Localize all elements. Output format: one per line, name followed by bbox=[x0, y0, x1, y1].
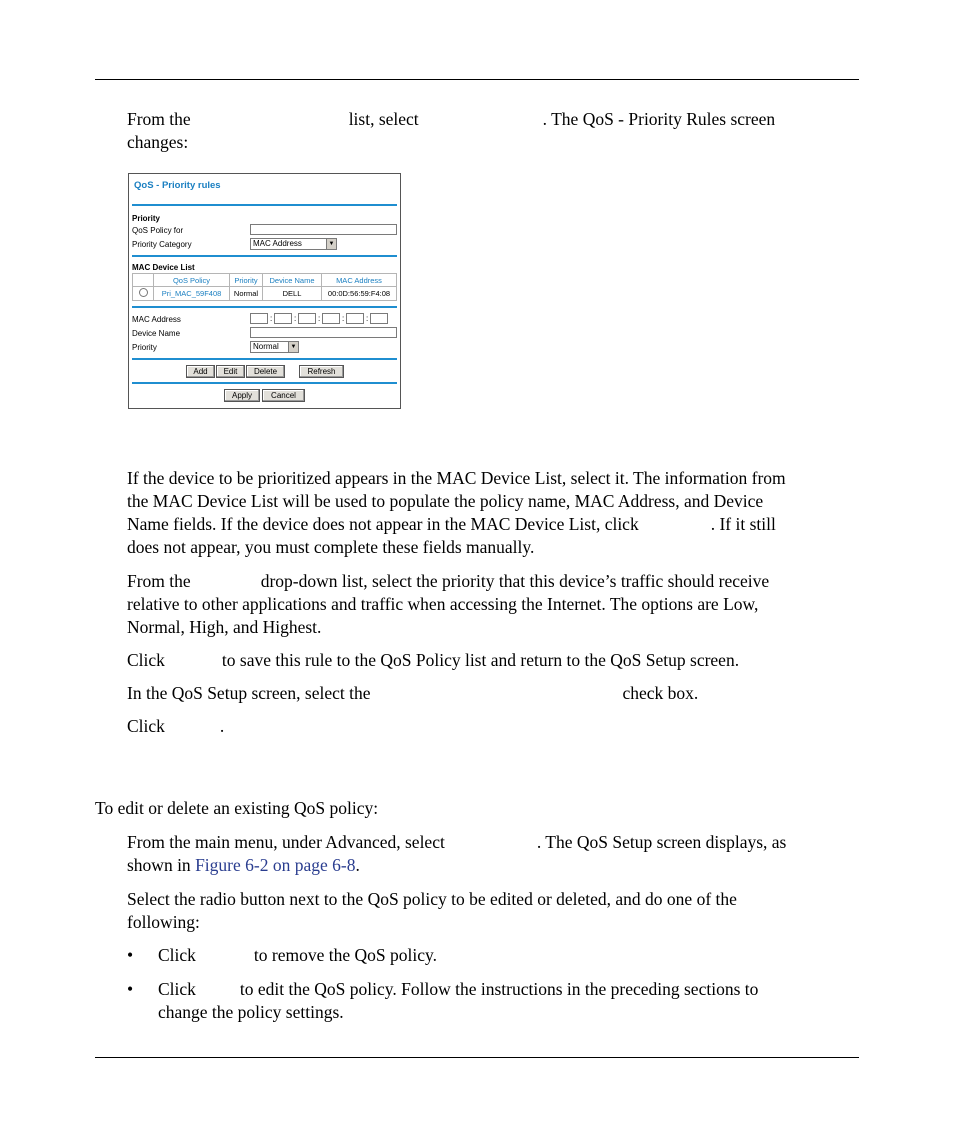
table-header-priority: Priority bbox=[230, 274, 263, 287]
table-header-mac-address: MAC Address bbox=[322, 274, 397, 287]
mac-colon: : bbox=[294, 314, 297, 323]
chevron-down-icon: ▼ bbox=[326, 239, 336, 249]
step-select-list: From the list, select . The QoS - Priority Rules screen bbox=[127, 109, 776, 129]
row-priority: Normal bbox=[230, 287, 263, 301]
device-para-line3: Name fields. If the device does not appear in the MAC Device List, click . If it still bbox=[127, 514, 776, 534]
table-row[interactable] bbox=[133, 287, 397, 301]
row-qos-policy: Pri_MAC_59F408 bbox=[154, 287, 230, 301]
qos-policy-for-label: QoS Policy for bbox=[132, 226, 184, 235]
priority-select[interactable] bbox=[250, 341, 299, 353]
device-para-line2: the MAC Device List will be used to populate the policy name, MAC Address, and Device bbox=[127, 491, 764, 511]
refresh-button[interactable]: Refresh bbox=[299, 365, 344, 378]
mac-octet-1[interactable] bbox=[250, 313, 268, 324]
qos-policy-for-input[interactable] bbox=[250, 224, 397, 235]
add-button[interactable]: Add bbox=[186, 365, 215, 378]
divider bbox=[132, 358, 397, 360]
priority-para-line1: From the drop-down list, select the priority that this device’s traffic should receive bbox=[127, 571, 770, 591]
mac-colon: : bbox=[270, 314, 273, 323]
row-radio-cell[interactable] bbox=[133, 287, 154, 301]
device-name-label: Device Name bbox=[132, 329, 181, 338]
menu-para-line1: From the main menu, under Advanced, select . The QoS Setup screen displays, as bbox=[127, 832, 787, 852]
divider bbox=[132, 255, 397, 257]
edit-button[interactable]: Edit bbox=[216, 365, 245, 378]
priority-section-label: Priority bbox=[132, 214, 161, 223]
figure-link[interactable]: Figure 6-2 on page 6-8 bbox=[195, 855, 356, 875]
row-device-name: DELL bbox=[263, 287, 322, 301]
menu-para-line2: shown in Figure 6-2 on page 6-8. bbox=[127, 855, 360, 875]
mac-octet-2[interactable] bbox=[274, 313, 292, 324]
priority-para-line2: relative to other applications and traffic when accessing the Internet. The options are Low, bbox=[127, 594, 759, 614]
priority-category-label: Priority Category bbox=[132, 240, 192, 249]
table-header-qos-policy: QoS Policy bbox=[154, 274, 230, 287]
table-header-row bbox=[133, 274, 397, 287]
cancel-button[interactable]: Cancel bbox=[262, 389, 305, 402]
step-select-list-line2: changes: bbox=[127, 132, 189, 152]
priority-label: Priority bbox=[132, 343, 157, 352]
priority-category-value: MAC Address bbox=[253, 239, 302, 248]
mac-device-list-label: MAC Device List bbox=[132, 263, 195, 272]
bullet-edit-line2: change the policy settings. bbox=[158, 1002, 344, 1022]
divider bbox=[132, 204, 397, 206]
select-para-line1: Select the radio button next to the QoS policy to be edited or deleted, and do one of the bbox=[127, 889, 737, 909]
mac-octet-4[interactable] bbox=[322, 313, 340, 324]
screen-title: QoS - Priority rules bbox=[134, 180, 221, 191]
mac-octet-5[interactable] bbox=[346, 313, 364, 324]
row-radio-button[interactable] bbox=[139, 288, 148, 297]
priority-para-line3: Normal, High, and Highest. bbox=[127, 617, 322, 637]
device-para-line4: does not appear, you must complete these fields manually. bbox=[127, 537, 535, 557]
priority-value: Normal bbox=[253, 342, 279, 351]
bullet-mark: • bbox=[127, 979, 134, 999]
delete-button[interactable]: Delete bbox=[246, 365, 285, 378]
footer-rule bbox=[95, 1057, 859, 1058]
priority-category-select[interactable] bbox=[250, 238, 337, 250]
edit-intro: To edit or delete an existing QoS policy: bbox=[95, 798, 379, 818]
device-name-input[interactable] bbox=[250, 327, 397, 338]
bullet-delete: Click to remove the QoS policy. bbox=[158, 945, 437, 965]
chevron-down-icon: ▼ bbox=[288, 342, 298, 352]
priority-rules-screenshot bbox=[128, 173, 401, 409]
device-para-line1: If the device to be prioritized appears in the MAC Device List, select it. The information from bbox=[127, 468, 786, 488]
divider bbox=[132, 306, 397, 308]
click-apply-para: Click to save this rule to the QoS Policy list and return to the QoS Setup screen. bbox=[127, 650, 740, 670]
bullet-mark: • bbox=[127, 945, 134, 965]
bullet-edit: Click to edit the QoS policy. Follow the instructions in the preceding sections to bbox=[158, 979, 759, 999]
mac-colon: : bbox=[366, 314, 369, 323]
row-mac-address: 00:0D:56:59:F4:08 bbox=[322, 287, 397, 301]
header-rule bbox=[95, 79, 859, 80]
select-para-line2: following: bbox=[127, 912, 200, 932]
setup-checkbox-para: In the QoS Setup screen, select the check box. bbox=[127, 683, 699, 703]
mac-colon: : bbox=[318, 314, 321, 323]
mac-octet-6[interactable] bbox=[370, 313, 388, 324]
mac-address-label: MAC Address bbox=[132, 315, 181, 324]
divider bbox=[132, 382, 397, 384]
mac-device-table bbox=[132, 273, 397, 301]
click-para: Click . bbox=[127, 716, 225, 736]
apply-button[interactable]: Apply bbox=[224, 389, 260, 402]
table-header-device-name: Device Name bbox=[263, 274, 322, 287]
table-header-select bbox=[133, 274, 154, 287]
mac-colon: : bbox=[342, 314, 345, 323]
mac-octet-3[interactable] bbox=[298, 313, 316, 324]
